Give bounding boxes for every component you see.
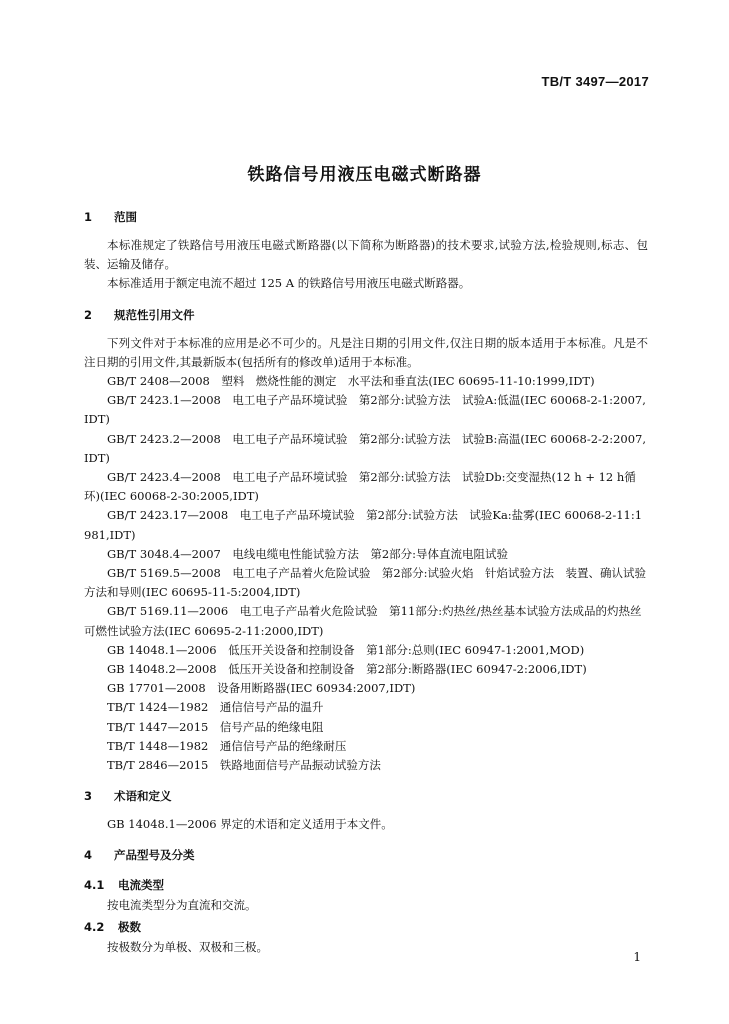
section-title: 产品型号及分类: [114, 848, 195, 863]
paragraph: 按电流类型分为直流和交流。: [107, 898, 257, 913]
section-3-heading: [84, 785, 648, 807]
section-4-heading: [84, 844, 648, 866]
page-number: 1: [633, 950, 641, 964]
subsection-4-2-heading: [84, 916, 648, 938]
subsection-title: 电流类型: [118, 878, 164, 893]
reference-item: TB/T 1424—1982 通信信号产品的温升: [107, 700, 324, 715]
document-title: 铁路信号用液压电磁式断路器: [247, 165, 482, 185]
reference-item: GB/T 2423.4—2008 电工电子产品环境试验 第2部分:试验方法 试验Db:交变湿热(12 h + 12 h循环)(IEC 60068-2-30:2005,IDT): [84, 470, 636, 504]
section-number: 4: [84, 848, 93, 863]
reference-item: TB/T 1447—2015 信号产品的绝缘电阻: [107, 719, 324, 734]
reference-item: GB/T 2408—2008 塑料 燃烧性能的测定 水平法和垂直法(IEC 60695-11-10:1999,IDT): [107, 374, 595, 389]
reference-item: GB/T 2423.1—2008 电工电子产品环境试验 第2部分:试验方法 试验A:低温(IEC 60068-2-1:2007,IDT): [84, 393, 646, 427]
subsection-number: 4.1: [84, 878, 105, 893]
reference-item: GB/T 5169.5—2008 电工电子产品着火危险试验 第2部分:试验火焰 针焰试验方法 装置、确认试验方法和导则(IEC 60695-11-5:2004,IDT): [84, 566, 647, 600]
subsection-title: 极数: [118, 919, 141, 934]
reference-item: GB/T 3048.4—2007 电线电缆电性能试验方法 第2部分:导体直流电阻试验: [107, 546, 509, 561]
section-title: 规范性引用文件: [114, 307, 195, 322]
paragraph: 本标准规定了铁路信号用液压电磁式断路器(以下简称为断路器)的技术要求,试验方法,检验规则,标志、包装、运输及储存。: [84, 238, 648, 272]
reference-item: GB 17701—2008 设备用断路器(IEC 60934:2007,IDT): [107, 681, 416, 696]
reference-item: GB/T 2423.2—2008 电工电子产品环境试验 第2部分:试验方法 试验B:高温(IEC 60068-2-2:2007,IDT): [84, 431, 647, 465]
reference-item: TB/T 1448—1982 通信信号产品的绝缘耐压: [107, 738, 347, 753]
section-number: 3: [84, 789, 93, 804]
section-title: 术语和定义: [114, 789, 172, 804]
section-1-heading: [84, 206, 648, 228]
section-number: 2: [84, 307, 93, 322]
standard-code: TB/T 3497—2017: [541, 74, 649, 89]
paragraph: 本标准适用于额定电流不超过 125 A 的铁路信号用液压电磁式断路器。: [107, 276, 471, 291]
paragraph: 按极数分为单极、双极和三极。: [107, 939, 268, 954]
reference-item: GB/T 5169.11—2006 电工电子产品着火危险试验 第11部分:灼热丝/热丝基本试验方法成品的灼热丝可燃性试验方法(IEC 60695-2-11:2000,IDT): [84, 604, 642, 638]
reference-item: GB/T 2423.17—2008 电工电子产品环境试验 第2部分:试验方法 试验Ka:盐雾(IEC 60068-2-11:1981,IDT): [84, 508, 643, 542]
reference-item: TB/T 2846—2015 铁路地面信号产品振动试验方法: [107, 758, 381, 773]
section-2-heading: [84, 304, 648, 326]
reference-item: GB 14048.1—2006 低压开关设备和控制设备 第1部分:总则(IEC 60947-1:2001,MOD): [107, 642, 585, 657]
paragraph: GB 14048.1—2006 界定的术语和定义适用于本文件。: [107, 817, 393, 832]
subsection-number: 4.2: [84, 919, 105, 934]
reference-item: GB 14048.2—2008 低压开关设备和控制设备 第2部分:断路器(IEC 60947-2:2006,IDT): [107, 662, 587, 677]
section-number: 1: [84, 210, 93, 224]
section-title: 范围: [114, 210, 137, 224]
subsection-4-1-heading: [84, 874, 648, 896]
document-body: [84, 206, 648, 957]
paragraph: 下列文件对于本标准的应用是必不可少的。凡是注日期的引用文件,仅注日期的版本适用于本标准。凡是不注日期的引用文件,其最新版本(包括所有的修改单)适用于本标准。: [84, 335, 648, 369]
